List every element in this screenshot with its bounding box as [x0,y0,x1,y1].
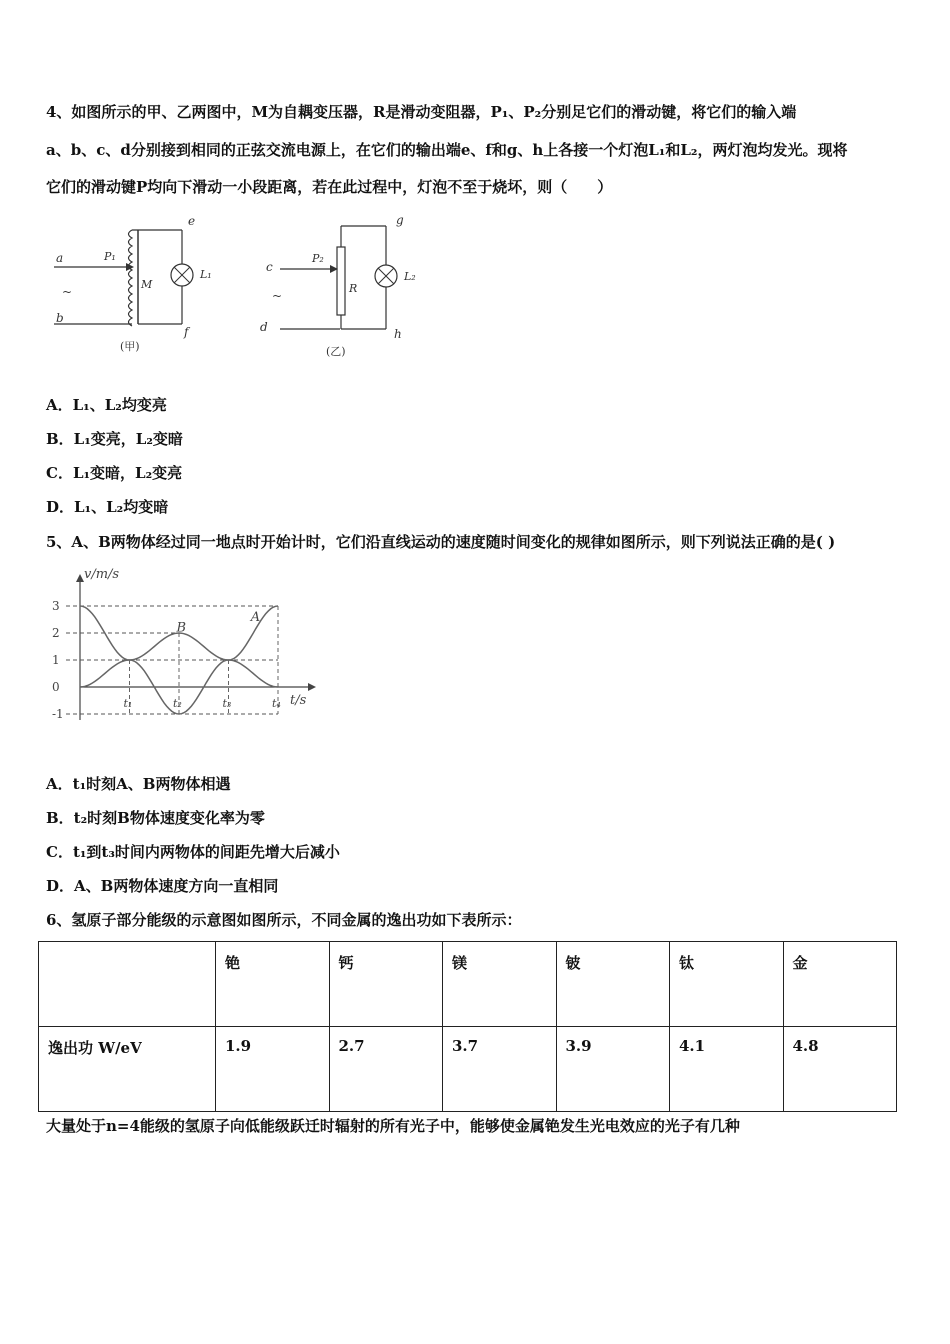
series-label-b: B [176,620,187,636]
table-cell: 3.7 [443,1027,557,1112]
y-axis-arrow [76,574,84,582]
q5-option-d[interactable]: D．A、B两物体速度方向一直相同 [46,877,279,895]
table-header-row [39,942,897,1027]
figure-jia [44,212,234,362]
label-l1: L₁ [200,268,212,281]
q4-stem-line2: a、b、c、d分别接到相同的正弦交流电源上，在它们的输出端e、f和g、h上各接一个灯泡L₁和L₂，两灯泡均发光。现将 [46,141,848,159]
x-tick-label: t₂ [173,697,182,710]
work-function-table [38,941,897,1112]
header-cell: 铍 [556,942,670,1027]
label-m: M [141,278,153,291]
figure-yi [250,212,440,362]
label-g: g [396,213,404,227]
q4-stem-line1: 4、如图所示的甲、乙两图中，M为自耦变压器，R是滑动变阻器，P₁、P₂分别足它们的滑动键，将它们的输入端 [46,103,797,121]
header-cell: 钛 [670,942,784,1027]
caption-yi: (乙) [326,345,346,358]
label-d: d [260,320,268,334]
table-cell: 4.8 [783,1027,897,1112]
q5-option-c[interactable]: C．t₁到t₃时间内两物体的间距先增大后减小 [46,843,340,861]
header-cell: 钙 [329,942,443,1027]
q6-stem: 6、氢原子部分能级的示意图如图所示，不同金属的逸出功如下表所示： [46,911,522,929]
y-tick-label: 1 [52,653,60,667]
label-b: b [56,311,64,325]
q4-option-a[interactable]: A．L₁、L₂均变亮 [46,396,167,414]
y-tick-label: 3 [52,599,60,613]
label-e: e [188,214,196,228]
series-label-a: A [250,609,261,625]
q5-option-a[interactable]: A．t₁时刻A、B两物体相遇 [46,775,231,793]
label-p1: P₁ [104,250,116,263]
y-tick-label: -1 [52,707,64,721]
table-cell: 逸出功 W/eV [39,1027,216,1112]
label-p2: P₂ [312,252,324,265]
q5-option-b[interactable]: B．t₂时刻B物体速度变化率为零 [46,809,265,827]
table-row [39,1027,897,1112]
y-axis-label: v/m/s [84,567,120,582]
x-axis-arrow [308,683,316,691]
table-cell: 4.1 [670,1027,784,1112]
table-cell: 3.9 [556,1027,670,1112]
table-cell: 2.7 [329,1027,443,1112]
x-axis-label: t/s [290,693,307,708]
q4-option-d[interactable]: D．L₁、L₂均变暗 [46,498,169,516]
x-tick-label: t₄ [272,697,281,710]
label-c: c [266,260,273,274]
y-tick-label: 2 [52,626,60,640]
vt-chart [38,566,338,736]
table-cell: 1.9 [216,1027,330,1112]
header-cell: 镁 [443,942,557,1027]
label-tilde: ~ [62,285,73,299]
header-cell: 铯 [216,942,330,1027]
label-l2: L₂ [404,270,416,283]
q4-stem-line3: 它们的滑动键P均向下滑动一小段距离，若在此过程中，灯泡不至于烧坏，则（ ） [46,178,613,196]
header-cell [39,942,216,1027]
q4-option-c[interactable]: C．L₁变暗，L₂变亮 [46,464,183,482]
header-cell: 金 [783,942,897,1027]
label-f: f [184,325,189,339]
caption-jia: (甲) [120,340,140,353]
x-tick-label: t₁ [123,697,133,710]
label-tilde2: ~ [272,289,283,303]
label-h: h [394,327,402,341]
label-r: R [349,282,358,295]
q4-option-b[interactable]: B．L₁变亮，L₂变暗 [46,430,183,448]
label-a: a [56,251,64,265]
y-tick-label: 0 [52,680,60,694]
x-tick-label: t₃ [222,697,232,710]
q5-stem: 5、A、B两物体经过同一地点时开始计时，它们沿直线运动的速度随时间变化的规律如图所示，则下列说法正确的是( ) [46,533,836,551]
q6-tail: 大量处于n=4能级的氢原子向低能级跃迁时辐射的所有光子中，能够使金属铯发生光电效应的光子有几种 [46,1117,740,1135]
